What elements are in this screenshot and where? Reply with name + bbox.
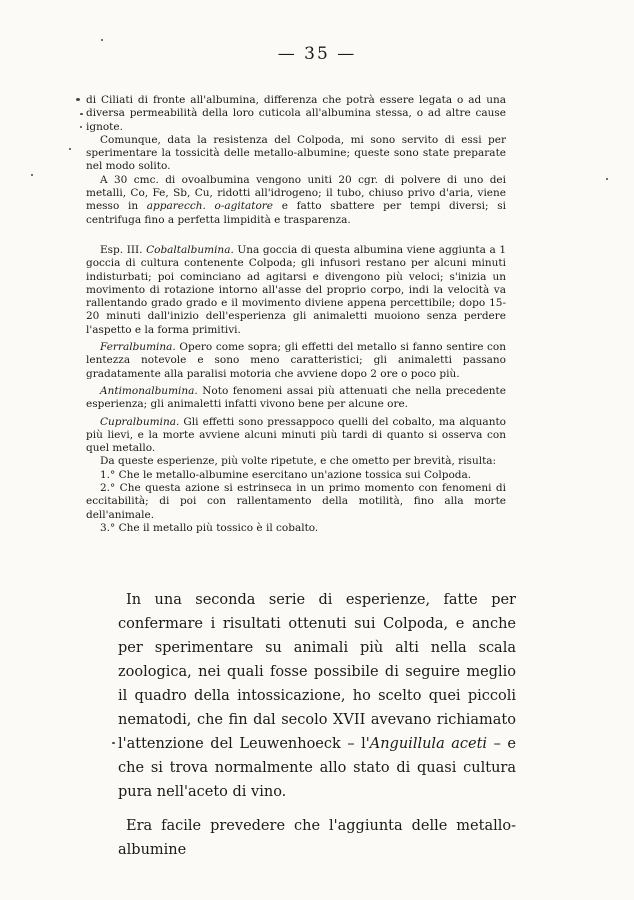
experiments-block	[86, 244, 506, 535]
intro-paragraph-2: Comunque, data la resistenza del Colpoda, mi sono servito di essi per sperimentare la tossicità delle metallo-albumine; queste sono state preparate nel modo solito.	[86, 133, 506, 173]
experiment-antimony-title: Antimonalbumina.	[100, 384, 198, 397]
main-p1-italic: Anguillula aceti	[369, 736, 488, 752]
intro-paragraph-3	[86, 174, 506, 227]
experiment-copper-title: Cupralbumina.	[100, 415, 180, 428]
experiment-iron-text: Opero come sopra; gli effetti del metallo si fanno sentire con lentezza notevole e sono meno caratteristici; gli animaletti passano gradatamente alla paralisi motoria che avviene dopo 2 ore o poco più.	[86, 341, 506, 380]
intro-p3-text-a: A 30 cmc. di ovoalbumina vengono uniti 20 cgr. di polvere di uno dei metalli, Co, Fe, Sb, Cu, ridotti all'idrogeno; il tubo, chiuso privo d'aria, viene messo in	[86, 173, 506, 213]
experiment-copper	[86, 416, 506, 456]
experiment-antimony-text: Noto fenomeni assai più attenuati che nella precedente esperienza; gli animaletti infatti vivono bene per alcune ore.	[86, 384, 506, 411]
main-p1-text-b: – e che si trova normalmente allo stato di quasi cultura pura nell'aceto di vino.	[118, 736, 516, 800]
main-p1-text-a: In una seconda serie di esperienze, fatte per confermare i risultati ottenuti sui Colpoda, e anche per sperimentare su animali più alti nella scala zoologica, nei quali fosse possibile di seguire meglio il quadro della intossicazione, ho scelto quei piccoli nematodi, che fin dal secolo XVII avevano richiamato l'attenzione del Leuwenhoeck – l'	[118, 592, 516, 752]
results-intro: Da queste esperienze, più volte ripetute, e che ometto per brevità, risulta:	[100, 455, 497, 468]
experiment-cobalt-text: Una goccia di questa albumina viene aggiunta a 1 goccia di cultura contenente Colpoda; gli infusori restano per alcuni minuti indisturbati; poi cominciano ad agitarsi e divengono più veloci; s'inizia un movimento di rotazione intorno all'asse del proprio corpo, indi la velocità va rallentando grado grado e il movimento diviene appena percettibile; dopo 15-20 minuti dall'inizio dell'esperienza gli animaletti muoiono senza perdere l'aspetto e la forma primitivi.	[86, 244, 507, 336]
intro-block	[86, 94, 506, 227]
experiment-iron-title: Ferralbumina.	[100, 341, 176, 354]
intro-paragraph-1: di Ciliati di fronte all'albumina, differenza che potrà essere legata o ad una diversa permeabilità della loro cuticola all'albumina stessa, o ad altre cause ignote.	[86, 94, 506, 133]
intro-p3-text-b: e fatto sbattere per tempi diversi; si centrifuga fino a perfetta limpidità e trasparenza.	[86, 200, 506, 226]
main-paragraph-1	[118, 588, 516, 804]
experiment-label: Esp. III.	[100, 244, 143, 256]
result-1: 1.° Che le metallo-albumine esercitano un'azione tossica sui Colpoda.	[100, 468, 472, 481]
experiment-iron	[86, 341, 506, 381]
experiment-cobalt	[86, 244, 506, 337]
result-3: 3.° Che il metallo più tossico è il cobalto.	[100, 521, 319, 534]
experiment-antimony	[86, 385, 506, 412]
intro-p3-italic: apparecch. o-agitatore	[146, 200, 274, 213]
main-text-block	[118, 588, 516, 862]
page-number: — 35 —	[277, 44, 357, 64]
result-2: 2.° Che questa azione si estrinseca in un primo momento con fenomeni di eccitabilità; di poi con rallentamento della motilità, fino alla morte dell'animale.	[86, 482, 506, 521]
experiment-cobalt-title: Cobaltalbumina.	[146, 244, 234, 256]
experiment-copper-text: Gli effetti sono pressappoco quelli del cobalto, ma alquanto più lievi, e la morte avviene alcuni minuti più tardi di quanto si osserva con quel metallo.	[86, 415, 506, 455]
main-paragraph-2: Era facile prevedere che l'aggiunta delle metallo-albumine	[118, 818, 516, 858]
